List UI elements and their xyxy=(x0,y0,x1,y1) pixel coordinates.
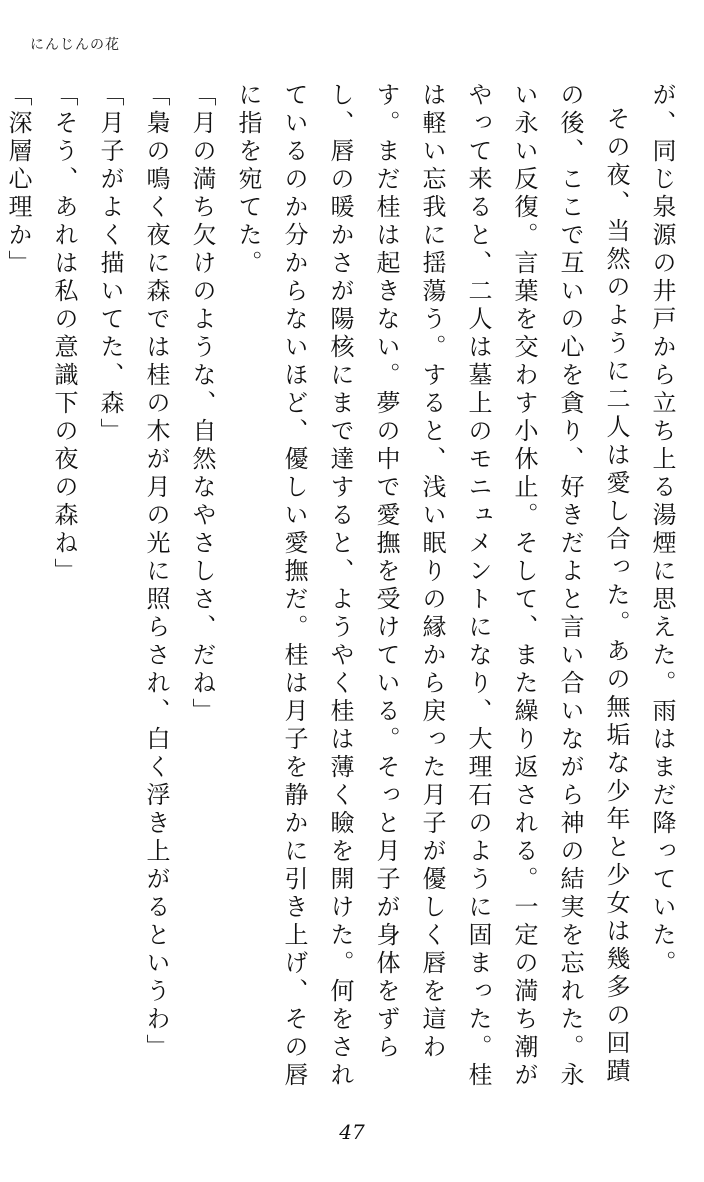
dialogue-line-2: 「梟の鳴く夜に森では桂の木が月の光に照らされ、白く浮き上がるというわ」 xyxy=(142,82,170,1062)
dialogue-line-3: 「月子がよく描いてた、森」 xyxy=(96,82,124,446)
page-number: 47 xyxy=(339,1120,365,1144)
running-title: にんじんの花 xyxy=(30,37,120,53)
paragraph-2: その夜、当然のように二人は愛し合った。あの無垢な少年と少女は幾多の回蹟の後、ここで互いの心を貪り、好きだよと言い合いながら神の結実を忘れた。永い永い反復。言葉を交わす小休止。そして、また繰り返される。一定の満ち潮がやって来ると、二人は墓上のモニュメントになり、大理石のように固まった。桂は軽い忘我に揺蕩う。すると、浅い眠りの縁から戻った月子が優しく唇を這わす。まだ桂は起きない。夢の中で愛撫を受けている。そっと月子が身体をずらし、唇の暖かさが陽核にまで達すると、ようやく桂は薄く瞼を開けた。何をされているのか分からないほど、優しい愛撫だ。桂は月子を静かに引き上げ、その唇に指を宛てた。 xyxy=(234,82,630,1090)
dialogue-line-4: 「そう、あれは私の意識下の夜の森ね」 xyxy=(50,82,78,586)
dialogue-line-5: 「深層心理か」 xyxy=(4,82,32,278)
paragraph-1: が、同じ泉源の井戸から立ち上る湯煙に思えた。雨はまだ降っていた。 xyxy=(648,82,676,978)
dialogue-line-1: 「月の満ち欠けのような、自然なやさしさ、だね」 xyxy=(188,82,216,726)
body-text xyxy=(4,82,685,1102)
